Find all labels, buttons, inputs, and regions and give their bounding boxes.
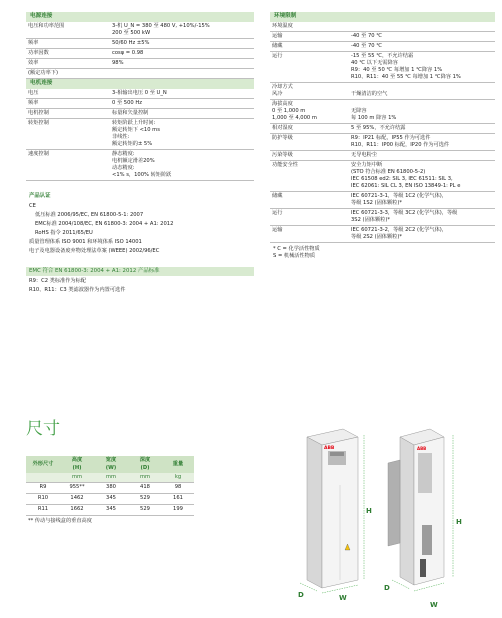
env-value-line: 5 至 95%，不允许结露 bbox=[351, 125, 406, 132]
right-column bbox=[270, 12, 495, 260]
dimensions-unit-row bbox=[26, 473, 194, 482]
env-row bbox=[270, 161, 495, 192]
motor-row-key bbox=[26, 99, 110, 108]
dim-label-d-2: D bbox=[384, 584, 390, 592]
table-cell: 1462 bbox=[60, 493, 94, 504]
cert-line: CE bbox=[29, 202, 36, 209]
dimensions-header-line: (D) bbox=[140, 464, 150, 471]
motor-value-line: 非线性: bbox=[112, 134, 130, 141]
env-value-line: 安全力矩中断 bbox=[351, 162, 383, 169]
env-row-key bbox=[270, 83, 349, 99]
left-column bbox=[26, 12, 254, 296]
env-row bbox=[270, 52, 495, 83]
power-row bbox=[26, 39, 254, 49]
table-cell: R9 bbox=[26, 482, 60, 493]
env-key-line: 运输 bbox=[272, 227, 283, 234]
env-row-key bbox=[270, 151, 349, 160]
env-row bbox=[270, 83, 495, 100]
dimensions-unit-cell: mm bbox=[94, 473, 128, 482]
env-row-value bbox=[349, 32, 495, 41]
motor-row-key bbox=[26, 89, 110, 98]
power-row bbox=[26, 22, 254, 39]
motor-connection-header: 电机连接 bbox=[26, 79, 254, 89]
env-row-key bbox=[270, 226, 349, 242]
env-row bbox=[270, 151, 495, 161]
power-value-line: 50/60 Hz ±5% bbox=[112, 40, 150, 47]
dimensions-table-wrap bbox=[26, 456, 194, 525]
motor-value-line: 动态精度: bbox=[112, 165, 135, 172]
footnote-line: * C = 化学活性物质 bbox=[273, 246, 320, 253]
motor-key-line: 频率 bbox=[28, 100, 39, 107]
env-row-key bbox=[270, 161, 349, 191]
env-value-line: 40 ℃ 以下无需降容 bbox=[351, 60, 398, 67]
footnotes bbox=[273, 246, 495, 260]
power-value-line: 3-机 U_N = 380 至 480 V, +10%/-15% bbox=[112, 23, 210, 29]
abb-logo-2: ABB bbox=[417, 446, 427, 451]
emc-line: R9：C2 类标准作为标配 bbox=[29, 277, 86, 284]
dim-label-d-1: D bbox=[298, 591, 304, 599]
table-cell: 529 bbox=[128, 504, 162, 515]
power-row-key bbox=[26, 22, 110, 38]
env-value-line: (STO 符合标准 EN 61800-5-2) bbox=[351, 169, 426, 176]
env-value-line: -15 至 55 ℃，不允许结霜 bbox=[351, 53, 414, 60]
motor-row bbox=[26, 150, 254, 181]
env-row-value bbox=[349, 192, 495, 208]
cert-title: 产品认证 bbox=[29, 193, 51, 200]
env-value-line bbox=[351, 101, 493, 108]
env-row-key bbox=[270, 134, 349, 150]
env-row-key bbox=[270, 42, 349, 51]
dimensions-header-cell bbox=[162, 456, 194, 473]
env-row-value bbox=[349, 42, 495, 51]
env-row-value bbox=[349, 22, 495, 31]
dimensions-unit-cell: kg bbox=[162, 473, 194, 482]
drive-open-illustration bbox=[388, 429, 444, 585]
env-value-line: IEC 62061: SIL CL 3, EN ISO 13849-1: PL e bbox=[351, 183, 461, 190]
env-key-line: 污染等级 bbox=[272, 152, 293, 159]
env-row bbox=[270, 134, 495, 151]
power-value-line bbox=[112, 70, 252, 77]
emc-lines bbox=[29, 278, 254, 294]
power-value-line: cosφ = 0.98 bbox=[112, 50, 144, 57]
dimensions-header-cell bbox=[94, 456, 128, 473]
env-row-key bbox=[270, 192, 349, 208]
power-row-value bbox=[110, 59, 254, 68]
env-row-value bbox=[349, 209, 495, 225]
table-cell: 98 bbox=[162, 482, 194, 493]
dimensions-header-row bbox=[26, 456, 194, 473]
motor-row bbox=[26, 89, 254, 99]
table-cell: 345 bbox=[94, 504, 128, 515]
motor-row-key bbox=[26, 119, 110, 149]
env-header: 环境限制 bbox=[270, 12, 495, 22]
env-key-line: 运行 bbox=[272, 210, 283, 217]
table-cell: 380 bbox=[94, 482, 128, 493]
motor-row bbox=[26, 99, 254, 109]
table-cell: 199 bbox=[162, 504, 194, 515]
power-row bbox=[26, 49, 254, 59]
env-value-line: 无降容 bbox=[351, 108, 367, 115]
env-row-value bbox=[349, 83, 495, 99]
env-key-line: 冷却方式 bbox=[272, 84, 293, 91]
dimensions-header-line: 宽度 bbox=[105, 457, 117, 464]
dimensions-unit-cell bbox=[26, 473, 60, 482]
env-row-key bbox=[270, 209, 349, 225]
motor-value-line: 静态精度: bbox=[112, 151, 135, 158]
motor-value-line: 3-相输出电压 0 至 U_N bbox=[112, 90, 167, 97]
env-key-line: 环境温度 bbox=[272, 23, 293, 29]
motor-row-key bbox=[26, 109, 110, 118]
cert-line: 质量管理体系 ISO 9001 和环境体系 ISO 14001 bbox=[29, 238, 142, 245]
dimensions-header-line: 高度 bbox=[71, 457, 83, 464]
env-row-key bbox=[270, 100, 349, 123]
table-cell: 345 bbox=[94, 493, 128, 504]
abb-logo-1: ABB bbox=[324, 446, 335, 451]
dimensions-header-line: (H) bbox=[72, 464, 82, 471]
power-row-value bbox=[110, 39, 254, 48]
env-row bbox=[270, 209, 495, 226]
env-key-line: 运输 bbox=[272, 33, 283, 40]
power-row-value bbox=[110, 22, 254, 38]
product-figure bbox=[250, 425, 495, 610]
cert-line: RoHS 指令 2011/65/EU bbox=[35, 229, 93, 236]
dim-label-h-2: H bbox=[456, 518, 462, 526]
drive-front-illustration bbox=[307, 429, 358, 588]
env-key-line: 防护等级 bbox=[272, 135, 293, 142]
power-row bbox=[26, 69, 254, 79]
table-cell: R10 bbox=[26, 493, 60, 504]
env-value-line: -40 至 70 ℃ bbox=[351, 33, 383, 40]
env-row-key bbox=[270, 124, 349, 133]
power-row-key bbox=[26, 49, 110, 58]
env-row-key bbox=[270, 52, 349, 82]
emc-bar: EMC 符合 EN 61800-3: 2004 + A1: 2012 产品标准 bbox=[26, 267, 254, 276]
env-row-value bbox=[349, 226, 495, 242]
env-row-value bbox=[349, 124, 495, 133]
env-value-line: 无导电粉尘 bbox=[351, 152, 377, 159]
env-row bbox=[270, 226, 495, 243]
env-key-line: 储藏 bbox=[272, 193, 283, 200]
motor-value-line: 0 至 500 Hz bbox=[112, 100, 142, 107]
env-value-line: 等级 1S2 (固体颗粒)* bbox=[351, 200, 402, 207]
env-value-line: R9：IP21 标配，IP55 作为可选件 bbox=[351, 135, 431, 142]
dim-label-w-2: W bbox=[430, 601, 438, 609]
env-value-line: IEC 60721-3-2，等级 2C2 (化学气体)， bbox=[351, 227, 447, 234]
env-key-line: 储藏 bbox=[272, 43, 283, 50]
motor-row-value bbox=[110, 89, 254, 98]
motor-value-line: <1% s，100% 转矩阶跃 bbox=[112, 172, 172, 179]
motor-key-line: 速度控制 bbox=[28, 151, 49, 158]
env-row bbox=[270, 32, 495, 42]
motor-value-line: 转矩阶跃上升时间: bbox=[112, 120, 156, 127]
dimensions-unit-cell: mm bbox=[60, 473, 94, 482]
power-row bbox=[26, 59, 254, 69]
env-value-line: 3S2 (固体颗粒)* bbox=[351, 217, 390, 224]
table-cell: 529 bbox=[128, 493, 162, 504]
power-row-key bbox=[26, 39, 110, 48]
env-key-line: 功能安全性 bbox=[272, 162, 298, 169]
power-key-line: 电压和功率范围 bbox=[28, 23, 65, 29]
table-row bbox=[26, 482, 194, 493]
env-value-line: R10、R11：40 至 55 ℃ 每增加 1 ℃降容 1% bbox=[351, 74, 461, 81]
table-row bbox=[26, 493, 194, 504]
env-key-line: 海拔高度 bbox=[272, 101, 293, 108]
env-value-line bbox=[351, 23, 493, 30]
power-value-line: 200 至 500 kW bbox=[112, 30, 151, 37]
env-row bbox=[270, 100, 495, 124]
dimensions-header-line: (W) bbox=[105, 464, 117, 471]
motor-value-line: 额定转矩下 <10 ms bbox=[112, 127, 160, 134]
cert-line: 低压标准 2006/95/EC, EN 61800-5-1: 2007 bbox=[35, 211, 144, 218]
env-row-value bbox=[349, 134, 495, 150]
motor-row-value bbox=[110, 109, 254, 118]
power-key-line: 效率 bbox=[28, 60, 39, 67]
motor-row bbox=[26, 119, 254, 150]
power-key-line: (额定功率下) bbox=[28, 70, 58, 77]
env-row bbox=[270, 192, 495, 209]
env-key-line: 风冷 bbox=[272, 91, 283, 98]
motor-key-line: 电压 bbox=[28, 90, 39, 97]
env-key-line: 运行 bbox=[272, 53, 283, 60]
dimensions-title: 尺寸 bbox=[26, 419, 60, 439]
table-cell: 418 bbox=[128, 482, 162, 493]
table-cell: R11 bbox=[26, 504, 60, 515]
cert-lines bbox=[29, 203, 254, 255]
env-row-value bbox=[349, 161, 495, 191]
power-row-key bbox=[26, 69, 110, 78]
table-cell: 1662 bbox=[60, 504, 94, 515]
emc-line: R10、R11：C3 类滤波器作为内置可选件 bbox=[29, 286, 126, 293]
env-key-line: 0 至 1,000 m bbox=[272, 108, 306, 115]
power-rows bbox=[26, 22, 254, 79]
dimensions-header-cell bbox=[128, 456, 162, 473]
motor-rows bbox=[26, 89, 254, 181]
table-cell: 955** bbox=[60, 482, 94, 493]
env-row bbox=[270, 124, 495, 134]
env-value-line: 等级 2S2 (固体颗粒)* bbox=[351, 234, 402, 241]
motor-value-line: 标量和矢量控制 bbox=[112, 110, 149, 117]
env-row-value bbox=[349, 52, 495, 82]
motor-row bbox=[26, 109, 254, 119]
env-value-line: -40 至 70 ℃ bbox=[351, 43, 383, 50]
power-row-value bbox=[110, 69, 254, 78]
dimensions-table bbox=[26, 456, 194, 516]
env-value-line: 干燥清洁的空气 bbox=[351, 91, 388, 98]
env-row-value bbox=[349, 151, 495, 160]
env-value-line: IEC 60721-3-1，等级 1C2 (化学气体)， bbox=[351, 193, 447, 200]
env-value-line: R9：40 至 50 ℃ 每增加 1 ℃降容 1% bbox=[351, 67, 443, 74]
motor-row-value bbox=[110, 119, 254, 149]
env-value-line: 每 100 m 降容 1% bbox=[351, 115, 397, 122]
dim-label-h-1: H bbox=[366, 507, 372, 515]
power-value-line: 98% bbox=[112, 60, 124, 67]
table-row bbox=[26, 504, 194, 515]
cert-line: EMC标准 2004/108/EC, EN 61800-3: 2004 + A1: 2012 bbox=[35, 220, 174, 227]
motor-value-line: 电机额定滑差20% bbox=[112, 158, 155, 165]
power-row-key bbox=[26, 59, 110, 68]
motor-key-line: 转矩控制 bbox=[28, 120, 49, 127]
power-key-line: 频率 bbox=[28, 40, 39, 47]
dimensions-note: ** 传动与接线盒的垂直高度 bbox=[28, 517, 92, 524]
dimensions-unit-cell: mm bbox=[128, 473, 162, 482]
table-cell: 161 bbox=[162, 493, 194, 504]
env-value-line: IEC 60721-3-3，等级 3C2 (化学气体)，等级 bbox=[351, 210, 458, 217]
motor-value-line: 额定转矩的± 5% bbox=[112, 141, 153, 148]
cert-line: 电子及电器设备废弃物处理法草案 (WEEE) 2002/96/EC bbox=[29, 247, 160, 254]
env-key-line: 相对湿度 bbox=[272, 125, 293, 132]
dim-label-w-1: W bbox=[339, 594, 347, 602]
dimensions-header-cell bbox=[60, 456, 94, 473]
power-row-value bbox=[110, 49, 254, 58]
env-row bbox=[270, 22, 495, 32]
footnote-line: S = 机械活性物质 bbox=[273, 253, 316, 260]
env-row-key bbox=[270, 32, 349, 41]
motor-key-line: 电机控制 bbox=[28, 110, 49, 117]
env-rows bbox=[270, 22, 495, 243]
env-row-key bbox=[270, 22, 349, 31]
env-value-line: IEC 61508 ed2: SIL 3, IEC 61511: SIL 3, bbox=[351, 176, 453, 183]
motor-row-value bbox=[110, 99, 254, 108]
motor-row-value bbox=[110, 150, 254, 180]
env-row-value bbox=[349, 100, 495, 123]
dimensions-header-cell bbox=[26, 456, 60, 473]
dimensions-header-line: 深度 bbox=[139, 457, 151, 464]
motor-row-key bbox=[26, 150, 110, 180]
env-key-line: 1,000 至 4,000 m bbox=[272, 115, 317, 122]
dimensions-header-line: 重量 bbox=[172, 460, 184, 467]
env-value-line: R10、R11：IP00 标配，IP20 作为可选件 bbox=[351, 142, 450, 149]
env-row bbox=[270, 42, 495, 52]
power-key-line: 功率因数 bbox=[28, 50, 49, 57]
power-connection-header: 电源连接 bbox=[26, 12, 254, 22]
dimensions-header-line: 外形尺寸 bbox=[32, 460, 54, 467]
